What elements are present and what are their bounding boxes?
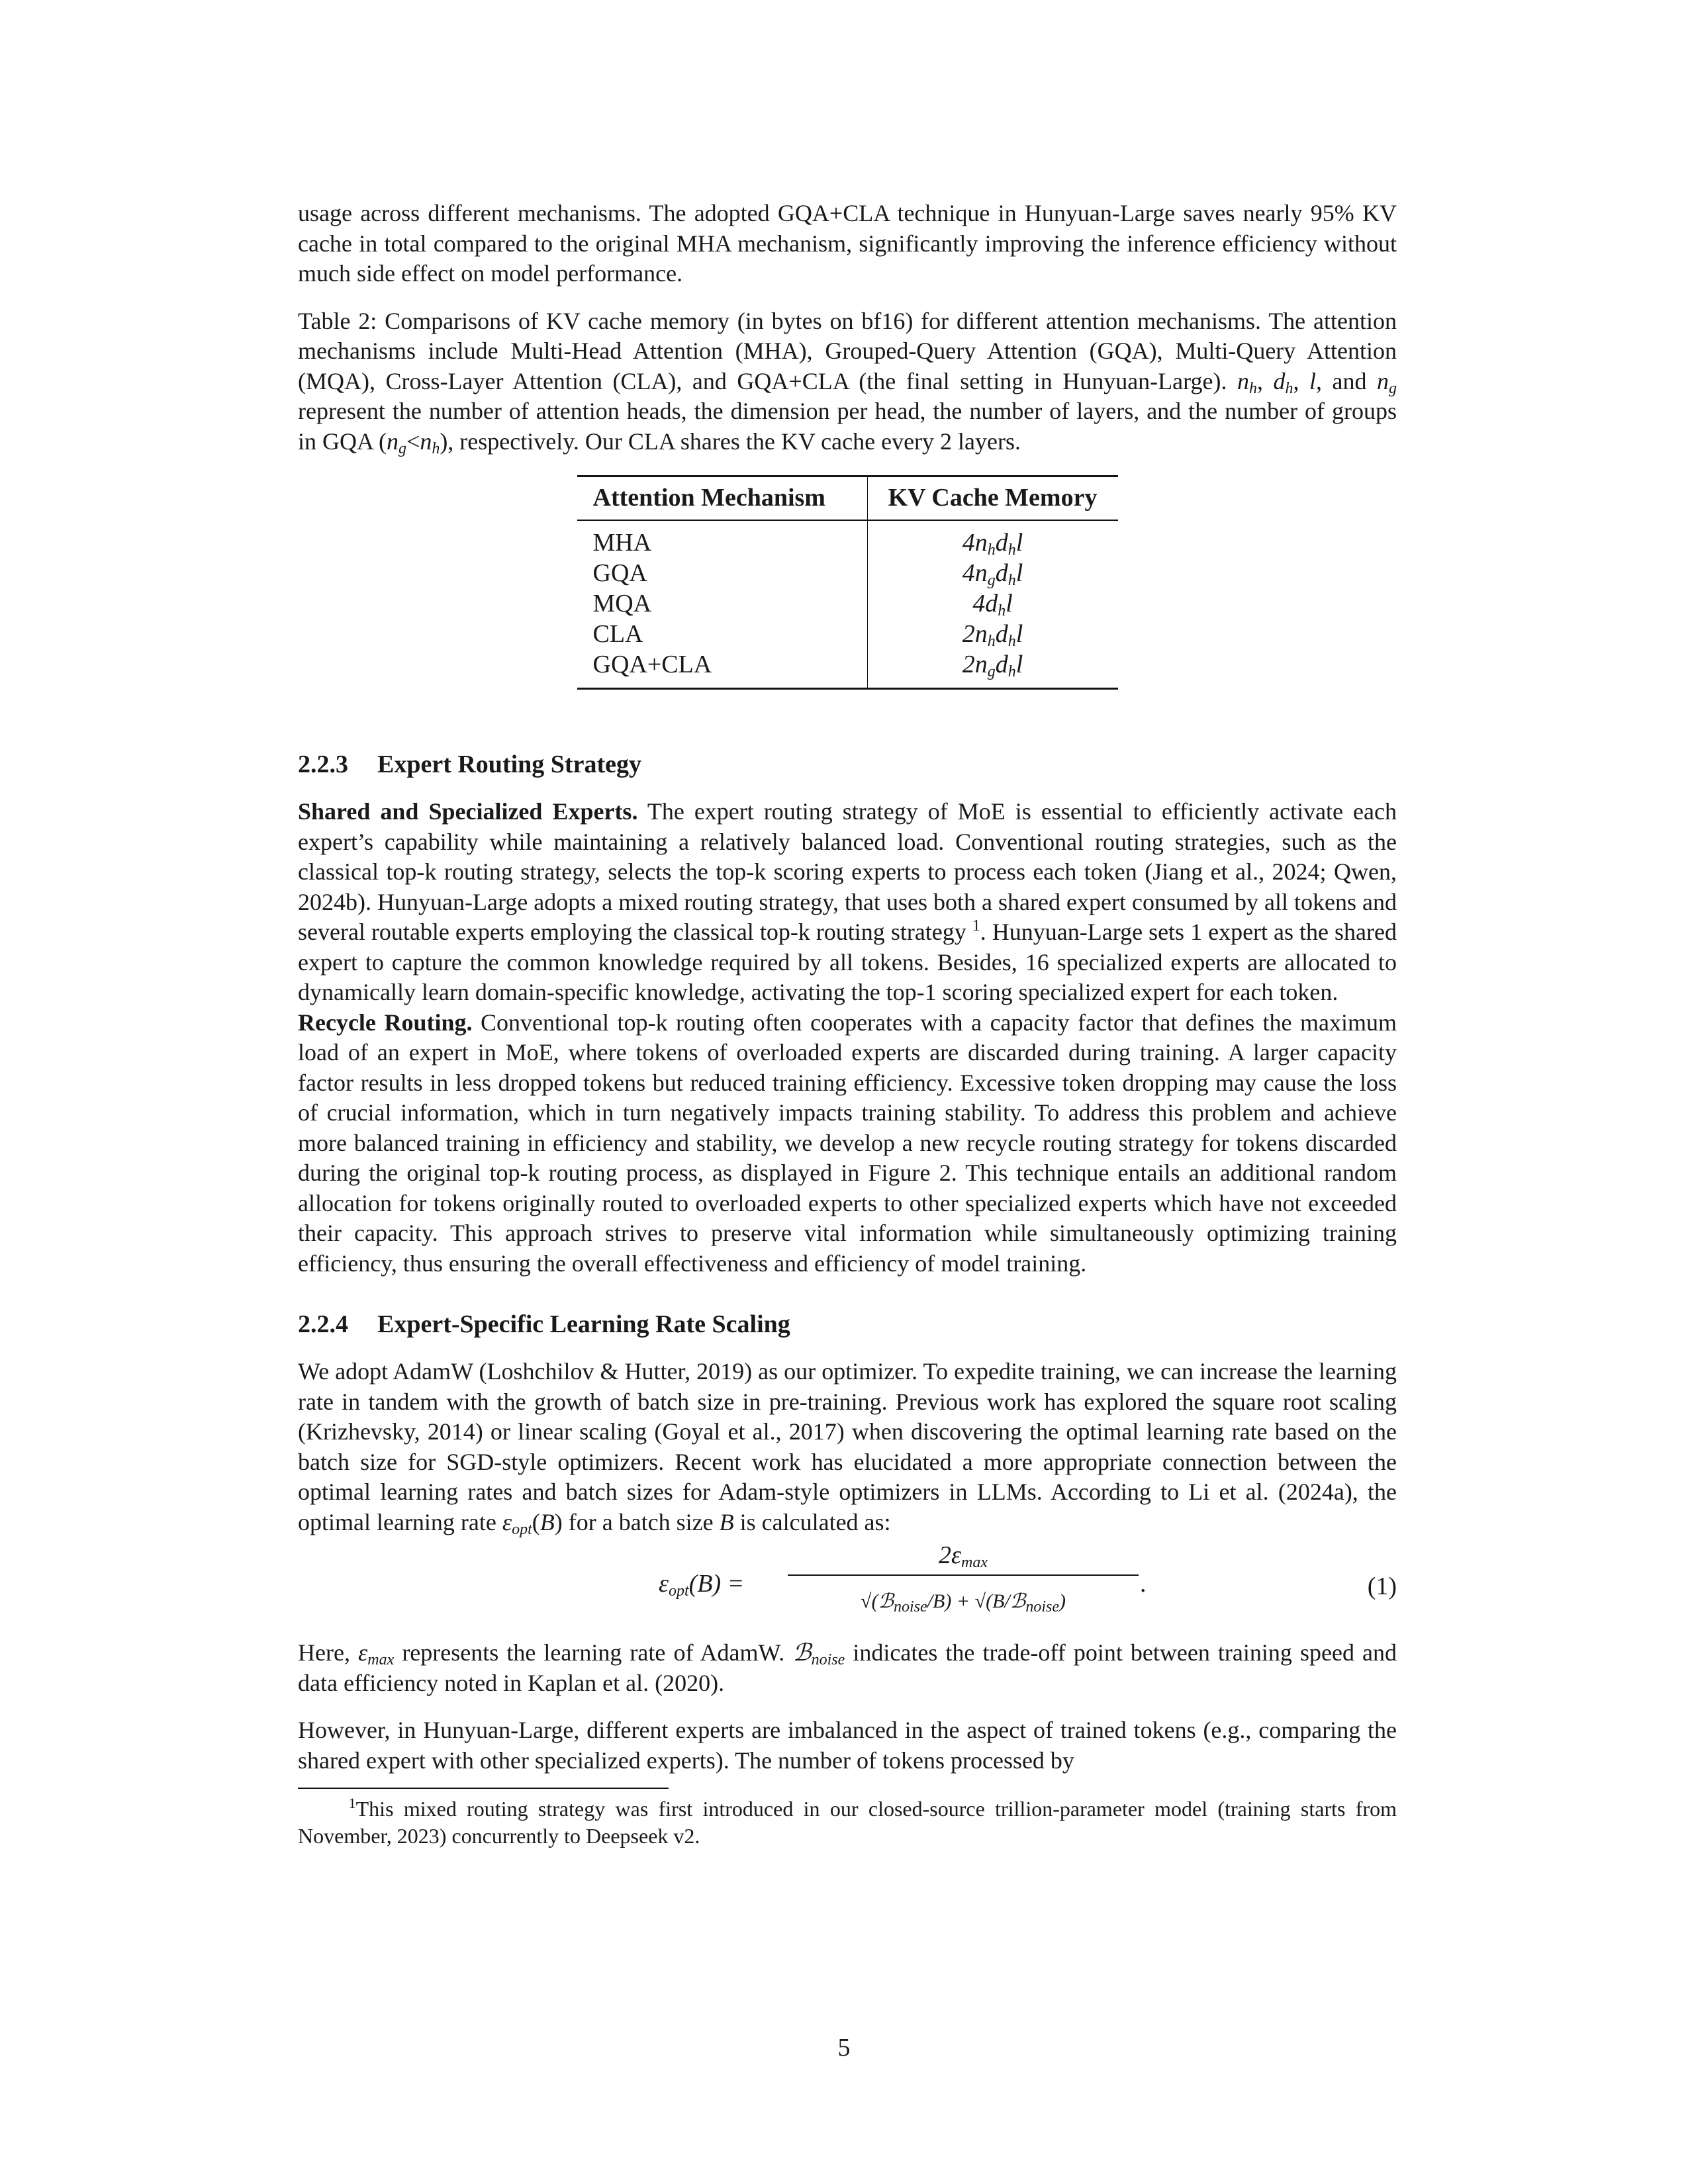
table-row: [577, 619, 1118, 649]
paper-page: [298, 199, 1397, 1850]
kv-cache-table: [577, 475, 1118, 690]
paragraph-shared-experts: Shared and Specialized Experts. The expert routing strategy of MoE is essential to efficiently activate each expert’s capability while maintaining a relatively balanced load. Conventional routing strategies, such as the classical top-k routing strategy, selects the top-k scoring experts to process each token (Jiang et al., 2024; Qwen, 2024b). Hunyuan-Large adopts a mixed routing strategy, that uses both a shared expert consumed by all tokens and several routable experts employing the classical top-k routing strategy $^1$. Hunyuan-Large sets 1 expert as the shared expert to capture the common knowledge required by all tokens. Besides, 16 specialized experts are allocated to dynamically learn domain-specific knowledge, activating the top-1 scoring specialized expert for each token. Recycle Routing. Conventional top-k routing often cooperates with a capacity factor that defines the maximum load of an expert in MoE, where tokens of overloaded experts are discarded during training. A larger capacity factor results in less dropped tokens but reduced training efficiency. Excessive token dropping may cause the loss of crucial information, which in turn negatively impacts training stability. To address this problem and achieve more balanced training in efficiency and stability, we develop a new recycle routing strategy for tokens discarded during the original top-k routing process, as displayed in Figure 2. This technique entails an additional random allocation for tokens originally routed to overloaded experts to other specialized experts which have not exceeded their capacity. This approach strives to preserve vital information while simultaneously optimizing training efficiency, thus ensuring the overall effectiveness and efficiency of model training.: [298, 798, 1397, 1277]
table-caption: Table 2: Comparisons of KV cache memory (in bytes on bf16) for different attention mechanisms. The attention mechanisms include Multi-Head Attention (MHA), Grouped-Query Attention (GQA), Multi-Query Attention (MQA), Cross-Layer Attention (CLA), and GQA+CLA (the final setting in Hunyuan-Large). $n_h$, $d_h$, l, and $n_g$ represent the number of attention heads, the dimension per head, the number of layers, and the number of groups in GQA $(n_g<n_h)$, respectively. Our CLA shares the KV cache every 2 layers.: [298, 307, 1397, 457]
table-cell-mechanism: MHA: [592, 529, 652, 557]
table-row: [577, 649, 1118, 689]
table-cell-mechanism: GQA+CLA: [592, 651, 712, 678]
table-cell-mechanism: MQA: [592, 590, 652, 617]
table-row: [577, 588, 1118, 619]
equation-lhs: $\varepsilon_{opt}(B)$ =: [659, 1570, 745, 1600]
page-number: 5: [837, 2034, 851, 2062]
section-heading-224: 2.2.4 Expert-Specific Learning Rate Scaling: [298, 1310, 790, 1338]
table-cell-memory: $4n_hd_hl$: [867, 520, 1118, 558]
paragraph-imbalanced: However, in Hunyuan-Large, different experts are imbalanced in the aspect of trained tokens (e.g., comparing the shared expert with other specialized experts). The number of tokens processed by: [298, 1717, 1397, 1774]
equation-fraction: [788, 1539, 1139, 1625]
table-header-memory: KV Cache Memory: [867, 477, 1118, 521]
table-cell-memory: $4n_gd_hl$: [867, 558, 1118, 588]
equation-number: (1): [1367, 1572, 1397, 1600]
table-row: [577, 558, 1118, 588]
table-header-row: [577, 477, 1118, 521]
table-cell-mechanism: CLA: [592, 620, 643, 648]
equation-1: $\varepsilon_{opt}(B)$ = $2\varepsilon_{max}$ √(ℬ$_{noise}$/B) + √(B/ℬ$_{noise}$) . (1): [298, 1539, 1397, 1638]
section-heading-223: 2.2.3 Expert Routing Strategy: [298, 751, 641, 778]
footnote-rule: [298, 1788, 669, 1789]
kv-cache-table-wrapper: [298, 475, 1397, 690]
table-cell-mechanism: GQA: [592, 559, 647, 587]
run-in-heading: Recycle Routing.: [298, 1009, 473, 1036]
table-row: [577, 520, 1118, 558]
footnote-ref[interactable]: 1: [972, 917, 980, 934]
intro-paragraph: usage across different mechanisms. The adopted GQA+CLA technique in Hunyuan-Large saves nearly 95% KV cache in total compared to the original MHA mechanism, significantly improving the inference efficiency without much side effect on model performance.: [298, 200, 1397, 287]
table-cell-memory: $2n_gd_hl$: [867, 649, 1118, 689]
equation-numerator: $2\varepsilon_{max}$: [939, 1541, 988, 1571]
table-cell-memory: $2n_hd_hl$: [867, 619, 1118, 649]
footnote: $^1$This mixed routing strategy was first introduced in our closed-source trillion-parameter model (training starts from November, 2023) concurrently to Deepseek v2.: [298, 1795, 1397, 1848]
table-header-mechanism: Attention Mechanism: [592, 484, 825, 512]
paragraph-adamw: We adopt AdamW (Loshchilov & Hutter, 2019) as our optimizer. To expedite training, we can increase the learning rate in tandem with the growth of batch size in pre-training. Previous work has explored the square root scaling (Krizhevsky, 2014) or linear scaling (Goyal et al., 2017) when discovering the optimal learning rate based on the batch size for SGD-style optimizers. Recent work has elucidated a more appropriate connection between the optimal learning rates and batch sizes for Adam-style optimizers in LLMs. According to Li et al. (2024a), the optimal learning rate $\varepsilon_{opt}(B)$ for a batch size B is calculated as:: [298, 1358, 1397, 1538]
run-in-heading: Shared and Specialized Experts.: [298, 798, 638, 825]
equation-denominator: √(ℬ$_{noise}$/B) + √(B/ℬ$_{noise}$): [861, 1590, 1066, 1615]
table-cell-memory: $4d_hl$: [867, 588, 1118, 619]
paragraph-here: Here, $\varepsilon_{max}$ represents the learning rate of AdamW. ℬ$_{noise}$ indicates the trade-off point between training speed and data efficiency noted in Kaplan et al. (2020).: [298, 1639, 1397, 1696]
